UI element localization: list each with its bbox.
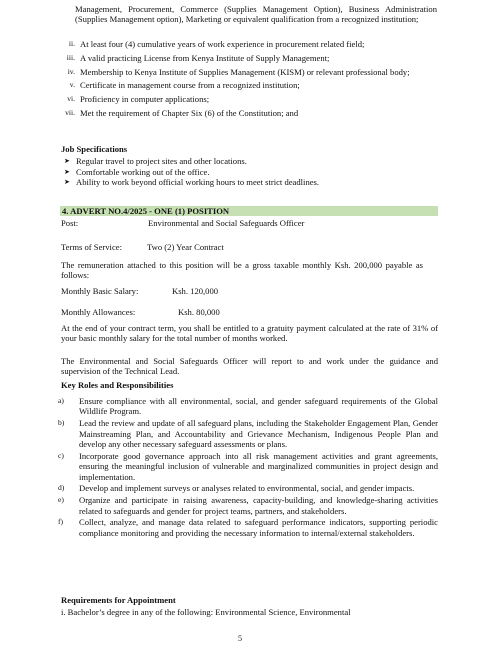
appointment-heading: Requirements for Appointment <box>61 595 176 605</box>
list-item <box>55 483 438 493</box>
list-text: Organize and participate in raising awareness, capacity-building, and knowledge-sharing activities related to safeguards and gender for project teams, partners, and stakeholders. <box>79 495 438 516</box>
list-letter: f) <box>58 517 64 527</box>
list-number: iv. <box>67 66 75 76</box>
list-text: Regular travel to project sites and other locations. <box>76 156 247 166</box>
list-letter: e) <box>58 495 64 505</box>
list-letter: a) <box>58 396 64 405</box>
arrow-bullet-icon: ➤ <box>64 167 70 176</box>
list-text: Collect, analyze, and manage data related to safeguard performance indicators, supporting periodic compliance monitoring and providing the necessary information to internal/external stakeholders. <box>79 517 438 538</box>
list-item <box>64 156 444 167</box>
terms-label: Terms of Service: <box>61 242 122 252</box>
list-number: v. <box>69 80 75 90</box>
allowances-value: Ksh. 80,000 <box>178 307 220 317</box>
requirements-list <box>58 39 438 122</box>
key-roles-list <box>55 396 438 540</box>
job-specifications-list <box>64 156 444 188</box>
list-text: Comfortable working out of the office. <box>76 166 210 177</box>
list-letter: b) <box>58 418 65 428</box>
basic-salary-value: Ksh. 120,000 <box>172 286 219 296</box>
list-item <box>55 451 438 482</box>
list-text: Incorporate good governance approach into all risk management activities and grant agreements, ensuring the meaningful inclusion of vulnerable and marginalized communities in project design and implementation. <box>79 450 438 482</box>
allowances-label: Monthly Allowances: <box>61 307 136 317</box>
job-specifications-heading: Job Specifications <box>61 144 128 154</box>
list-item <box>58 94 438 104</box>
advert-title-bar: 4. ADVERT NO.4/2025 - ONE (1) POSITION <box>60 206 438 216</box>
list-letter: d) <box>58 483 65 493</box>
list-text: Ability to work beyond official working hours to meet strict deadlines. <box>76 177 320 188</box>
page-number: 5 <box>238 634 242 643</box>
list-item <box>58 53 438 63</box>
basic-salary-label: Monthly Basic Salary: <box>61 286 139 296</box>
post-label: Post: <box>61 218 79 228</box>
list-item <box>55 396 438 417</box>
list-number: ii. <box>68 39 75 48</box>
list-item <box>55 418 438 449</box>
list-text: Certificate in management course from a recognized institution; <box>80 80 300 91</box>
list-text: Lead the review and update of all safeguard plans, including the Stakeholder Engagement Plan, Gender Mainstreaming Plan, and Accountability and Grievance Mechanism, Indigenous People Plan and develop any other necessary safeguard assessments or plans. <box>79 418 438 450</box>
list-number: vii. <box>65 107 75 117</box>
arrow-bullet-icon: ➤ <box>64 157 70 165</box>
list-letter: c) <box>58 450 64 460</box>
list-item <box>64 167 444 178</box>
list-item <box>64 177 444 188</box>
list-item <box>58 80 438 90</box>
list-item <box>58 39 438 49</box>
reporting-paragraph: The Environmental and Social Safeguards Officer will report to and work under the guidance and supervision of the Technical Lead. <box>61 356 438 377</box>
post-value: Environmental and Social Safeguards Officer <box>148 218 305 228</box>
remuneration-paragraph: The remuneration attached to this position will be a gross taxable monthly Ksh. 200,000 payable as follows: <box>61 260 423 281</box>
list-text: A valid practicing License from Kenya Institute of Supply Management; <box>80 52 330 63</box>
gratuity-paragraph: At the end of your contract term, you shall be entitled to a gratuity payment calculated at the rate of 31% of your basic monthly salary for the total number of months worked. <box>61 323 438 344</box>
list-text: Met the requirement of Chapter Six (6) of the Constitution; and <box>80 107 299 118</box>
list-item <box>58 108 438 118</box>
list-number: vi. <box>67 94 75 104</box>
list-text: Develop and implement surveys or analyses related to environmental, social, and gender impacts. <box>79 483 415 494</box>
list-text: Proficiency in computer applications; <box>80 94 210 105</box>
key-roles-heading: Key Roles and Responsibilities <box>61 380 174 390</box>
terms-value: Two (2) Year Contract <box>147 242 224 252</box>
appointment-first-item: i. Bachelor’s degree in any of the following: Environmental Science, Environmental <box>61 607 351 617</box>
qualification-continuation: Management, Procurement, Commerce (Supplies Management Option), Business Administration (Supplies Management option), Marketing or equivalent qualification from a recognized institution; <box>75 4 437 25</box>
list-text: At least four (4) cumulative years of work experience in procurement related field; <box>80 39 365 49</box>
list-item <box>58 67 438 77</box>
list-number: iii. <box>66 52 75 62</box>
list-text: Ensure compliance with all environmental, social, and gender safeguard requirements of the Global Wildlife Program. <box>79 396 438 417</box>
list-text: Membership to Kenya Institute of Supplies Management (KISM) or relevant professional body; <box>80 66 410 77</box>
arrow-bullet-icon: ➤ <box>64 178 70 187</box>
list-item <box>55 517 438 538</box>
list-item <box>55 495 438 516</box>
